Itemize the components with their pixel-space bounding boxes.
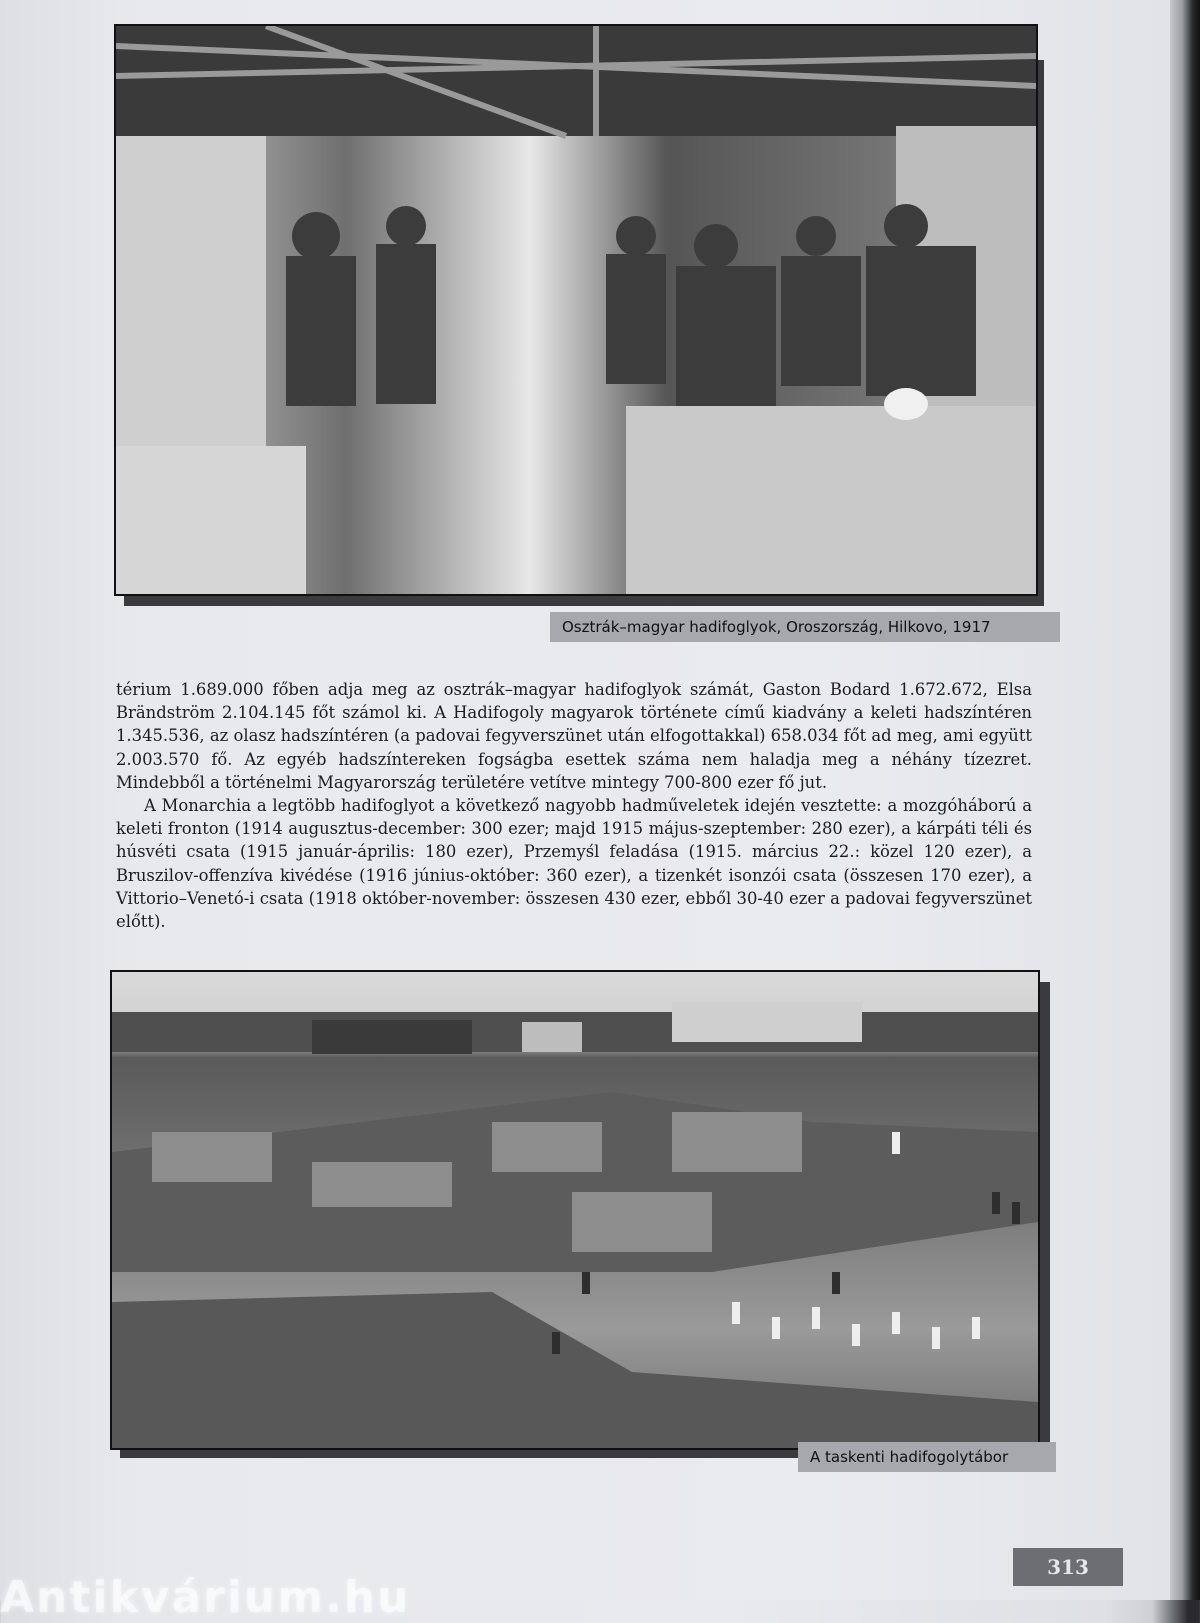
paragraph-2: A Monarchia a legtöbb hadifoglyot a következő nagyobb hadműveletek idején vesztette: a mozgóháború a keleti fronton (1914 augusztus-december: 300 ezer; majd 1915 május-szeptember: 280 ezer), a kárpáti téli és húsvéti csata (1915 január-április: 180 ezer), Przemyśl feladása (1915. március 22.: közel 120 ezer), a Bruszilov-offenzíva kivédése (1916 június-október: 360 ezer), a tizenkét isonzói csata (összesen 170 ezer), a Vittorio–Venetó-i csata (1918 október-november: összesen 430 ezer, ebből 30-40 ezer a padovai fegyverszünet előtt). — [116, 796, 1032, 932]
page-edge — [1170, 0, 1200, 1600]
photo-tashkent-camp — [110, 970, 1040, 1450]
page-number: 313 — [1013, 1548, 1123, 1586]
photo1-caption: Osztrák–magyar hadifoglyok, Oroszország, Hilkovo, 1917 — [550, 612, 1060, 642]
photo2-caption: A taskenti hadifogolytábor — [798, 1442, 1056, 1472]
photo-prisoners-barracks — [114, 24, 1038, 596]
paragraph-1: térium 1.689.000 főben adja meg az osztrák–magyar hadifoglyok számát, Gaston Bodard 1.672.672, Elsa Brändström 2.104.145 főt számol ki. A Hadifogoly magyarok története című kiadvány a keleti hadszíntéren 1.345.536, az olasz hadszíntéren (a padovai fegyverszünet után elfogottakkal) 658.034 főt ad meg, ami együtt 2.003.570 fő. Az egyéb hadszíntereken fogságba esettek száma nem haladja meg a néhány tízezret. Mindebből a történelmi Magyarország területére vetítve mintegy 700-800 ezer fő jut. — [116, 680, 1032, 792]
body-text — [116, 678, 1032, 933]
watermark: Antikvárium.hu — [0, 1572, 411, 1623]
